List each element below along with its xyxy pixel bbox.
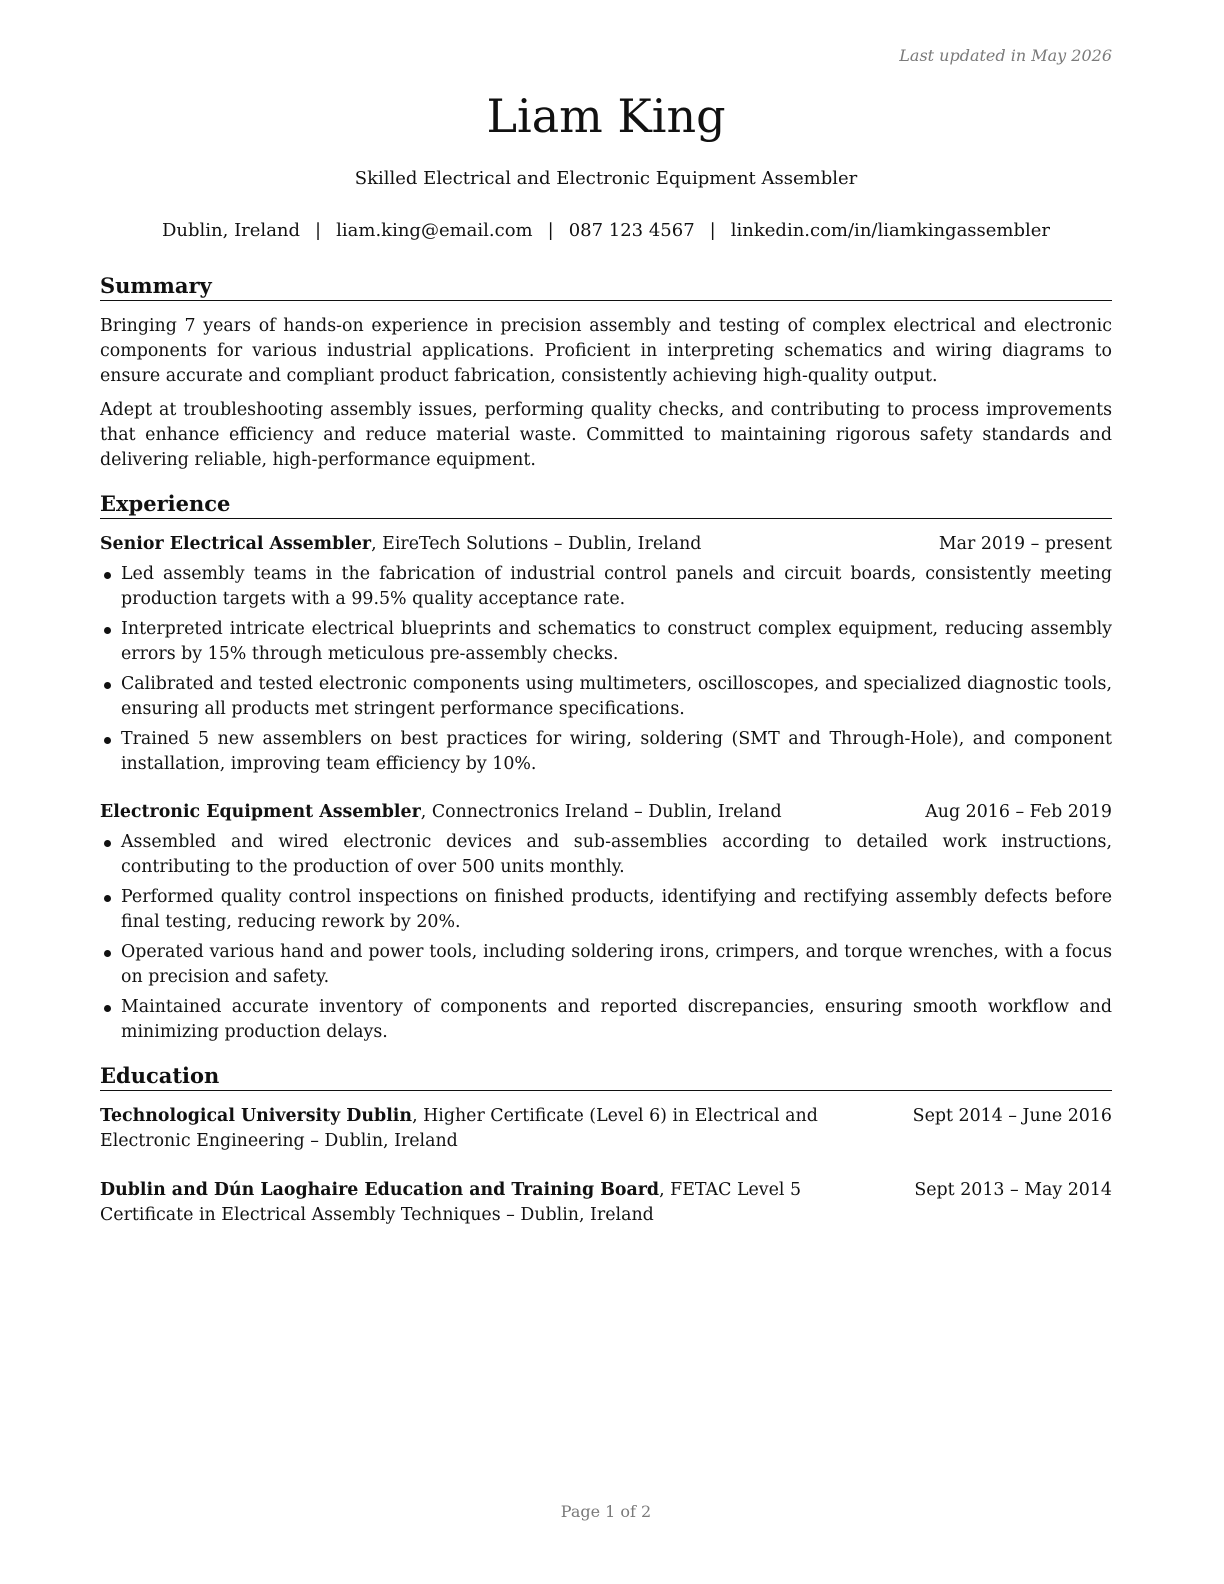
candidate-name: Liam King: [486, 89, 726, 143]
job-role: Senior Electrical Assembler: [100, 534, 372, 554]
job-bullet-text: Calibrated and tested electronic components using multimeters, oscilloscopes, and specialized diagnostic tools, ensuring all products met stringent performance specifications.: [121, 674, 1112, 719]
job-bullet-text: Assembled and wired electronic devices and sub-assemblies according to detailed work instructions, contributing to the production of over 500 units monthly.: [121, 832, 1112, 877]
candidate-headline: Skilled Electrical and Electronic Equipment Assembler: [354, 168, 858, 189]
summary-paragraph: Adept at troubleshooting assembly issues, performing quality checks, and contributing to process improvements that enhance efficiency and reduce material waste. Committed to maintaining rigorous safety standards and delivering reliable, high-performance equipment.: [100, 400, 1112, 470]
contact-separator: |: [315, 220, 322, 241]
job-bullet: [100, 830, 1112, 880]
education-detail: , Higher Certificate (Level 6) in Electrical and Electronic Engineering – Dublin, Ireland: [100, 1106, 818, 1151]
job-bullet-text: Maintained accurate inventory of components and reported discrepancies, ensuring smooth workflow and minimizing production delays.: [121, 997, 1112, 1042]
education-dates: Sept 2013 – May 2014: [914, 1180, 1112, 1200]
job-bullet: [100, 562, 1112, 612]
education-description: [100, 1104, 890, 1154]
bullet-dot-icon: [104, 895, 111, 902]
bullet-dot-icon: [104, 1005, 111, 1012]
contact-separator: |: [547, 220, 554, 241]
contact-line: [100, 219, 1112, 243]
job-title-line: [100, 800, 782, 825]
bullet-dot-icon: [104, 682, 111, 689]
bullet-dot-icon: [104, 950, 111, 957]
education-entry: [100, 1104, 1112, 1154]
job-bullet-list: [100, 562, 1112, 782]
bullet-dot-icon: [104, 737, 111, 744]
bullet-dot-icon: [104, 627, 111, 634]
job-bullet: [100, 995, 1112, 1045]
job-bullet: [100, 940, 1112, 990]
contact-separator: |: [709, 220, 716, 241]
job-bullet: [100, 885, 1112, 935]
job-role: Electronic Equipment Assembler: [100, 802, 421, 822]
job-dates: Aug 2016 – Feb 2019: [925, 802, 1112, 822]
contact-location: Dublin, Ireland: [161, 220, 301, 241]
job-bullet-text: Trained 5 new assemblers on best practices for wiring, soldering (SMT and Through-Hole), and component installation, improving team efficiency by 10%.: [121, 729, 1112, 774]
bullet-dot-icon: [104, 572, 111, 579]
job-header: [100, 800, 1112, 825]
job-company: , EireTech Solutions – Dublin, Ireland: [371, 534, 702, 554]
job-bullet-text: Led assembly teams in the fabrication of industrial control panels and circuit boards, consistently meeting production targets with a 99.5% quality acceptance rate.: [121, 564, 1112, 609]
job-dates: Mar 2019 – present: [938, 534, 1112, 554]
job-bullet-text: Operated various hand and power tools, including soldering irons, crimpers, and torque wrenches, with a focus on precision and safety.: [121, 942, 1112, 987]
contact-email-link[interactable]: liam.king@email.com: [336, 220, 533, 241]
education-description: [100, 1178, 890, 1228]
last-updated-note: Last updated in May 2026: [899, 46, 1112, 65]
education-entry: [100, 1178, 1112, 1228]
contact-phone: 087 123 4567: [568, 220, 695, 241]
job-bullet: [100, 672, 1112, 722]
bullet-dot-icon: [104, 840, 111, 847]
contact-linkedin-link[interactable]: linkedin.com/in/liamkingassembler: [730, 220, 1051, 241]
resume-page: [100, 0, 1112, 1584]
job-bullet: [100, 727, 1112, 777]
education-heading: Education: [100, 1062, 1112, 1091]
education-school: Technological University Dublin: [100, 1106, 413, 1126]
job-title-line: [100, 532, 701, 557]
summary-heading: Summary: [100, 272, 1112, 301]
experience-heading: Experience: [100, 490, 1112, 519]
job-bullet: [100, 617, 1112, 667]
education-school: Dublin and Dún Laoghaire Education and Training Board: [100, 1180, 660, 1200]
page-number: Page 1 of 2: [560, 1502, 652, 1521]
education-detail: , FETAC Level 5 Certificate in Electrical Assembly Techniques – Dublin, Ireland: [100, 1180, 802, 1225]
job-header: [100, 532, 1112, 557]
job-company: , Connectronics Ireland – Dublin, Ireland: [420, 802, 782, 822]
job-bullet-list: [100, 830, 1112, 1050]
summary-paragraph: Bringing 7 years of hands-on experience in precision assembly and testing of complex electrical and electronic components for various industrial applications. Proficient in interpreting schematics and wiring diagrams to ensure accurate and compliant product fabrication, consistently achieving high-quality output.: [100, 316, 1112, 386]
job-bullet-text: Interpreted intricate electrical blueprints and schematics to construct complex equipment, reducing assembly errors by 15% through meticulous pre-assembly checks.: [121, 619, 1112, 664]
education-dates: Sept 2014 – June 2016: [912, 1106, 1112, 1126]
job-bullet-text: Performed quality control inspections on finished products, identifying and rectifying assembly defects before final testing, reducing rework by 20%.: [121, 887, 1112, 932]
